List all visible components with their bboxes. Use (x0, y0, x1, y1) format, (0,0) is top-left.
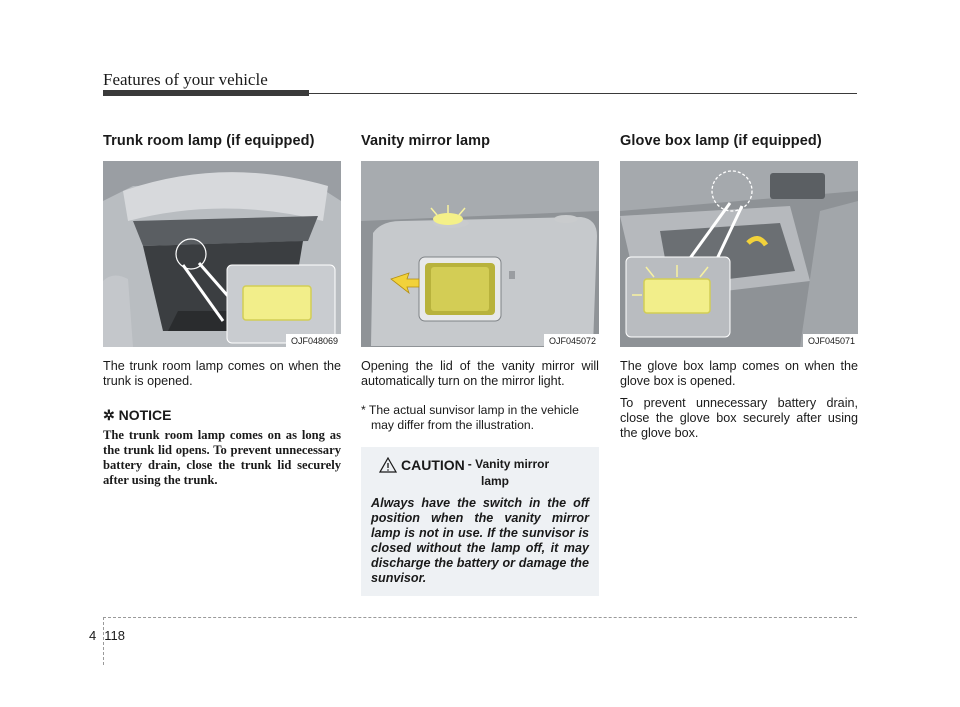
vanity-footnote: * The actual sunvisor lamp in the vehicle may differ from the illustration. (361, 403, 579, 432)
glove-figure-code: OJF045071 (803, 334, 858, 347)
trunk-lamp-body: The trunk room lamp comes on when the trunk is opened. (103, 359, 341, 388)
glove-lamp-section (620, 133, 858, 441)
notice-heading: ✲ NOTICE (103, 407, 172, 423)
vanity-lamp-illustration (361, 161, 599, 347)
glove-illustration-graphic (620, 161, 858, 347)
caution-word: CAUTION (401, 457, 465, 473)
trunk-lamp-section (103, 133, 341, 488)
trunk-figure-code: OJF048069 (286, 334, 341, 347)
glove-lamp-body-1: The glove box lamp comes on when the glove box is opened. (620, 359, 858, 388)
header-rule-thick (103, 90, 309, 96)
warning-triangle-icon (379, 457, 397, 473)
caution-subject: - Vanity mirror (467, 457, 550, 471)
page-number (89, 628, 133, 643)
caution-header (371, 457, 589, 473)
glove-lamp-body-2: To prevent unnecessary battery drain, close the glove box securely after using the glove box. (620, 396, 858, 440)
header-rule-thin (309, 93, 857, 94)
glove-lamp-title: Glove box lamp (if equipped) (620, 133, 822, 149)
vanity-illustration-graphic (361, 161, 599, 347)
trunk-lamp-illustration (103, 161, 341, 347)
vanity-lamp-body: Opening the lid of the vanity mirror will automatically turn on the mirror light. (361, 359, 599, 388)
vanity-lamp-title: Vanity mirror lamp (361, 133, 491, 149)
caution-subject-line2: lamp (480, 474, 509, 488)
chapter-number: 4 (89, 628, 97, 643)
caution-box (361, 447, 599, 596)
caution-text: Always have the switch in the off position when the vanity mirror lamp is not in use. If the sunvisor is closed without the lamp off, it may discharge the battery or damage the sunvisor. (371, 496, 589, 585)
notice-text: The trunk room lamp comes on as long as the trunk lid opens. To prevent unnecessary battery drain, close the trunk lid securely after using the trunk. (103, 428, 341, 487)
vanity-lamp-section (361, 133, 599, 596)
page-number-value: 118 (104, 628, 125, 643)
vanity-figure-code: OJF045072 (544, 334, 599, 347)
page-header-title: Features of your vehicle (103, 70, 268, 89)
glove-lamp-illustration (620, 161, 858, 347)
trunk-illustration-graphic (103, 161, 341, 347)
trunk-lamp-title: Trunk room lamp (if equipped) (103, 133, 315, 149)
footer-rule (103, 617, 857, 618)
